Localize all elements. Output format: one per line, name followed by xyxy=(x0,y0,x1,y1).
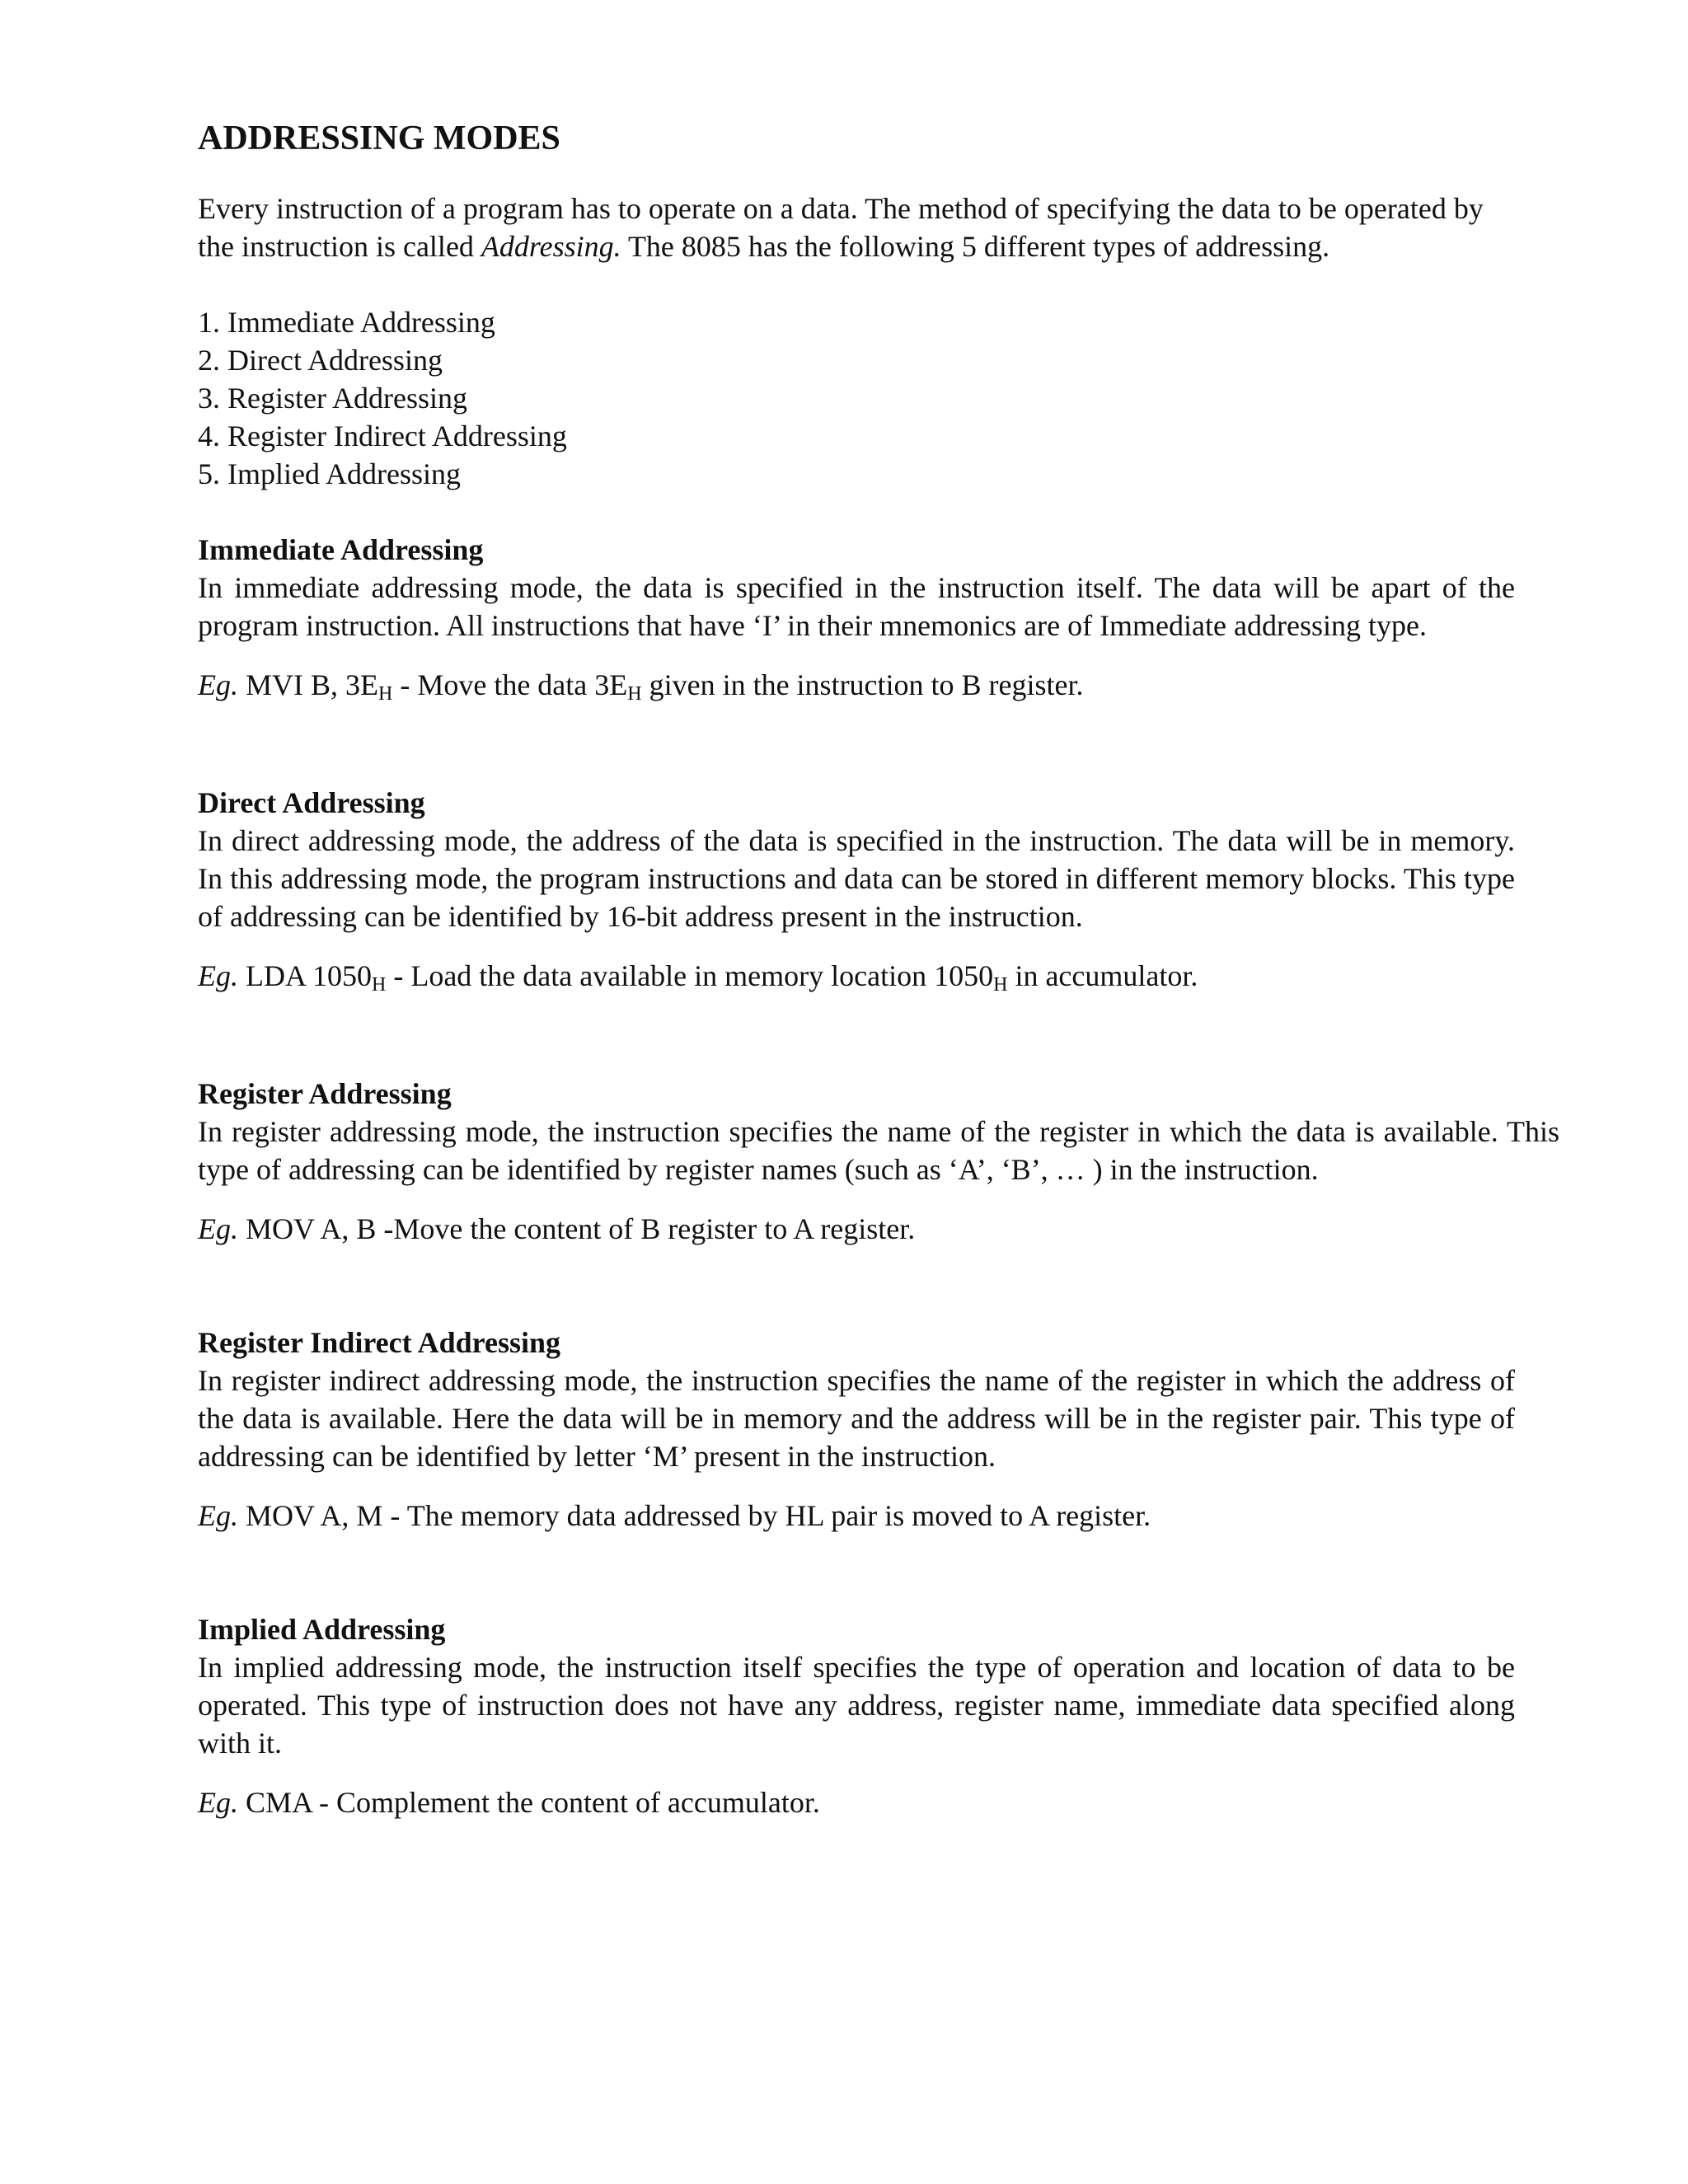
example-instruction: MVI B, 3E xyxy=(238,668,378,701)
example-label: Eg. xyxy=(198,1499,238,1532)
list-item: 3. Register Addressing xyxy=(198,382,467,415)
hex-subscript: H xyxy=(372,974,387,996)
example-instruction: LDA 1050 xyxy=(238,959,372,992)
section-heading: Direct Addressing xyxy=(198,786,425,819)
example-text: CMA - Complement the content of accumulator. xyxy=(238,1786,820,1819)
example-description: - Load the data available in memory location 1050 xyxy=(386,959,994,992)
section-body: In register indirect addressing mode, the instruction specifies the name of the register in which the address of the data is available. Here the data will be in memory and the address will be in the register pair. This type of addressing can be identified by letter ‘M’ present in the instruction. xyxy=(198,1364,1515,1473)
list-item: 5. Implied Addressing xyxy=(198,457,461,490)
example-description-end: in accumulator. xyxy=(1007,959,1198,992)
section-example xyxy=(198,1497,1559,1535)
list-item: 4. Register Indirect Addressing xyxy=(198,419,567,452)
example-text: MOV A, M - The memory data addressed by HL pair is moved to A register. xyxy=(238,1499,1151,1532)
example-text: MOV A, B -Move the content of B register to A register. xyxy=(238,1212,916,1245)
section-implied-addressing xyxy=(198,1610,1559,1821)
list-item: 1. Immediate Addressing xyxy=(198,306,495,339)
section-body: In immediate addressing mode, the data is specified in the instruction itself. The data will be apart of the program instruction. All instructions that have ‘I’ in their mnemonics are of Immediate addressing type. xyxy=(198,571,1515,642)
addressing-modes-list xyxy=(198,303,1559,493)
section-example xyxy=(198,1210,1559,1248)
section-heading: Implied Addressing xyxy=(198,1613,446,1646)
example-label: Eg. xyxy=(198,1786,238,1819)
page-title: ADDRESSING MODES xyxy=(198,120,560,157)
example-label: Eg. xyxy=(198,668,238,701)
intro-italic-term: Addressing. xyxy=(481,230,621,263)
section-immediate-addressing xyxy=(198,531,1559,708)
example-description: - Move the data 3E xyxy=(392,668,628,701)
section-body: In implied addressing mode, the instruction itself specifies the type of operation and location of data to be operated. This type of instruction does not have any address, register name, immediate data specified along with it. xyxy=(198,1651,1515,1760)
hex-subscript: H xyxy=(627,683,642,705)
hex-subscript: H xyxy=(993,974,1008,996)
example-description-end: given in the instruction to B register. xyxy=(641,668,1084,701)
document-page xyxy=(198,115,1559,1821)
hex-subscript: H xyxy=(378,683,393,705)
intro-paragraph xyxy=(198,190,1526,265)
section-body: In direct addressing mode, the address of the data is specified in the instruction. The data will be in memory. In this addressing mode, the program instructions and data can be stored in different memory blocks. This type of addressing can be identified by 16-bit address present in the instruction. xyxy=(198,824,1515,933)
example-label: Eg. xyxy=(198,959,238,992)
section-example xyxy=(198,1783,1559,1821)
section-heading: Immediate Addressing xyxy=(198,533,484,566)
intro-text-start: Every instruction of a program has to operate on a data. The method of specifying the data to be operated by the instruction is called xyxy=(198,192,1484,263)
section-heading: Register Indirect Addressing xyxy=(198,1326,561,1359)
example-label: Eg. xyxy=(198,1212,238,1245)
section-register-indirect-addressing xyxy=(198,1324,1559,1535)
section-register-addressing xyxy=(198,1075,1559,1248)
section-body: In register addressing mode, the instruction specifies the name of the register in which the data is available. This type of addressing can be identified by register names (such as ‘A’, ‘B’, … ) in the instruction. xyxy=(198,1115,1559,1186)
intro-text-end: The 8085 has the following 5 different types of addressing. xyxy=(621,230,1330,263)
list-item: 2. Direct Addressing xyxy=(198,344,443,377)
section-direct-addressing xyxy=(198,784,1559,999)
section-heading: Register Addressing xyxy=(198,1077,452,1110)
section-example xyxy=(198,666,1559,708)
section-example xyxy=(198,957,1559,999)
